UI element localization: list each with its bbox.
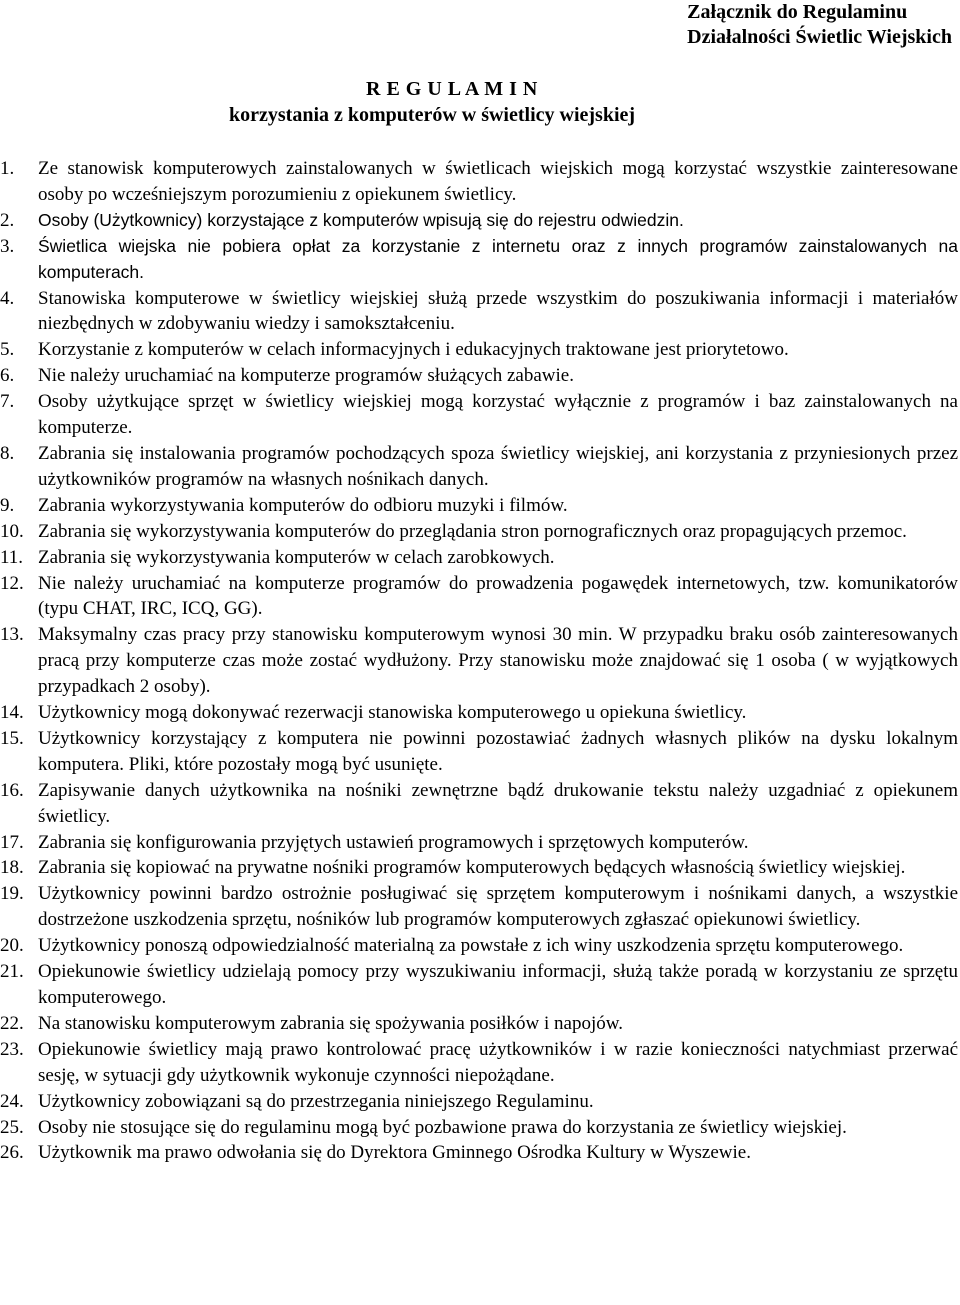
rule-text: Nie należy uruchamiać na komputerze programów służących zabawie.: [38, 365, 574, 387]
rule-number: 16.: [0, 779, 24, 801]
rule-text: Zapisywanie danych użytkownika na nośniki zewnętrzne bądź drukowanie tekstu należy uzgadniać z opiekunem świetlicy.: [38, 779, 958, 827]
rule-text: Zabrania wykorzystywania komputerów do odbioru muzyki i filmów.: [38, 494, 568, 516]
rule-item-3: [0, 234, 958, 286]
rule-number: 21.: [0, 961, 24, 983]
rule-text: Ze stanowisk komputerowych zainstalowanych w świetlicach wiejskich mogą korzystać wszystkie zainteresowane osoby po wcześniejszym porozumieniu z opiekunem świetlicy.: [38, 158, 958, 205]
rule-text: Maksymalny czas pracy przy stanowisku komputerowym wynosi 30 min. W przypadku braku osób zainteresowanych pracą przy komputerze czas może zostać wydłużony. Przy stanowisku może znajdować się 1 osoba ( w wyjątkowych przypadkach 2 osoby).: [38, 624, 958, 698]
rule-text: Opiekunowie świetlicy udzielają pomocy przy wyszukiwaniu informacji, służą także poradą w korzystaniu ze sprzętu komputerowego.: [38, 961, 958, 1008]
rule-item-11: [0, 545, 958, 571]
rule-item-12: [0, 571, 958, 623]
rule-number: 1.: [0, 158, 15, 179]
rule-text: Korzystanie z komputerów w celach informacyjnych i edukacyjnych traktowane jest priorytetowo.: [38, 339, 789, 361]
rule-number: 8.: [0, 442, 15, 464]
rule-text: Świetlica wiejska nie pobiera opłat za korzystanie z internetu oraz z innych programów zainstalowanych na komputerach.: [38, 235, 958, 282]
rule-item-22: [0, 1011, 958, 1037]
rule-number: 9.: [0, 494, 15, 516]
rule-item-24: [0, 1089, 958, 1115]
rule-item-5: [0, 337, 958, 363]
rule-text: Stanowiska komputerowe w świetlicy wiejskiej służą przede wszystkim do poszukiwania informacji i materiałów niezbędnych w zdobywaniu wiedzy i samokształceniu.: [38, 287, 958, 335]
rule-item-25: [0, 1115, 958, 1141]
rule-number: 11.: [0, 546, 24, 568]
rule-number: 20.: [0, 935, 24, 957]
rule-item-7: [0, 389, 958, 441]
rule-number: 6.: [0, 365, 15, 387]
rule-text: Użytkownicy korzystający z komputera nie powinni pozostawiać żadnych własnych plików na dysku lokalnym komputera. Pliki, które pozostały mogą być usunięte.: [38, 727, 958, 775]
document-title: R E G U L A M I N: [366, 78, 538, 100]
rules-list: [0, 156, 958, 1166]
rule-number: 25.: [0, 1116, 24, 1138]
rule-number: 17.: [0, 831, 24, 853]
rule-text: Nie należy uruchamiać na komputerze programów do prowadzenia pogawędek internetowych, tzw. komunikatorów (typu CHAT, IRC, ICQ, GG).: [38, 572, 958, 620]
rule-item-18: [0, 855, 958, 881]
rule-text: Osoby (Użytkownicy) korzystające z komputerów wpisują się do rejestru odwiedzin.: [38, 209, 684, 230]
attachment-line-1: Załącznik do Regulaminu: [687, 1, 908, 23]
rule-text: Użytkownik ma prawo odwołania się do Dyrektora Gminnego Ośrodka Kultury w Wyszewie.: [38, 1142, 751, 1164]
rule-item-8: [0, 441, 958, 493]
rule-item-15: [0, 726, 958, 778]
rule-text: Zabrania się kopiować na prywatne nośniki programów komputerowych będących własnością świetlicy wiejskiej.: [38, 857, 906, 879]
rule-number: 2.: [0, 209, 15, 231]
rule-item-19: [0, 881, 958, 933]
rule-text: Osoby nie stosujące się do regulaminu mogą być pozbawione prawa do korzystania ze świetlicy wiejskiej.: [38, 1116, 847, 1138]
rule-number: 7.: [0, 391, 15, 413]
rule-number: 15.: [0, 727, 24, 749]
rule-item-10: [0, 519, 958, 545]
rule-number: 13.: [0, 624, 24, 646]
rule-text: Użytkownicy mogą dokonywać rezerwacji stanowiska komputerowego u opiekuna świetlicy.: [38, 702, 747, 724]
rule-number: 4.: [0, 287, 15, 309]
rule-item-16: [0, 778, 958, 830]
rule-text: Użytkownicy zobowiązani są do przestrzegania niniejszego Regulaminu.: [38, 1090, 594, 1112]
rule-number: 12.: [0, 572, 24, 594]
rule-number: 22.: [0, 1012, 24, 1034]
rule-item-9: [0, 493, 958, 519]
rule-item-1: [0, 156, 958, 208]
rule-item-21: [0, 959, 958, 1011]
rule-number: 26.: [0, 1142, 24, 1164]
rule-number: 18.: [0, 857, 24, 879]
rule-text: Zabrania się wykorzystywania komputerów do przeglądania stron pornograficznych oraz propagujących przemoc.: [38, 520, 907, 542]
attachment-note: [687, 0, 952, 50]
document-subtitle: korzystania z komputerów w świetlicy wiejskiej: [229, 104, 636, 126]
rule-number: 10.: [0, 520, 24, 542]
rule-item-2: [0, 208, 958, 234]
rule-number: 19.: [0, 883, 24, 905]
rule-text: Zabrania się konfigurowania przyjętych ustawień programowych i sprzętowych komputerów.: [38, 831, 749, 853]
rule-number: 14.: [0, 702, 24, 724]
rule-item-17: [0, 830, 958, 856]
rule-text: Zabrania się wykorzystywania komputerów w celach zarobkowych.: [38, 546, 555, 568]
rule-item-14: [0, 700, 958, 726]
rule-item-6: [0, 363, 958, 389]
rule-item-23: [0, 1037, 958, 1089]
rule-text: Użytkownicy ponoszą odpowiedzialność materialną za powstałe z ich winy uszkodzenia sprzętu komputerowego.: [38, 935, 904, 957]
rule-item-26: [0, 1140, 958, 1166]
rule-text: Na stanowisku komputerowym zabrania się spożywania posiłków i napojów.: [38, 1012, 624, 1034]
attachment-line-2: Działalności Świetlic Wiejskich: [687, 26, 952, 48]
rule-number: 23.: [0, 1038, 24, 1060]
rule-item-4: [0, 286, 958, 338]
rule-number: 3.: [0, 235, 15, 257]
rule-text: Osoby użytkujące sprzęt w świetlicy wiejskiej mogą korzystać wyłącznie z programów i baz zainstalowanych na komputerze.: [38, 391, 958, 439]
rule-item-20: [0, 933, 958, 959]
rule-number: 24.: [0, 1090, 24, 1112]
rule-item-13: [0, 622, 958, 700]
rule-number: 5.: [0, 339, 15, 361]
rule-text: Zabrania się instalowania programów pochodzących spoza świetlicy wiejskiej, ani korzystania z przyniesionych przez użytkowników programów na własnych nośnikach danych.: [38, 442, 958, 490]
rule-text: Opiekunowie świetlicy mają prawo kontrolować pracę użytkowników i w razie konieczności natychmiast przerwać sesję, w sytuacji gdy użytkownik wykonuje czynności niepożądane.: [38, 1038, 958, 1086]
rule-text: Użytkownicy powinni bardzo ostrożnie posługiwać się sprzętem komputerowym i nośnikami danych, a wszystkie dostrzeżone uszkodzenia sprzętu, nośników lub programów komputerowych zgłaszać opiekunowi świetlicy.: [38, 883, 958, 931]
